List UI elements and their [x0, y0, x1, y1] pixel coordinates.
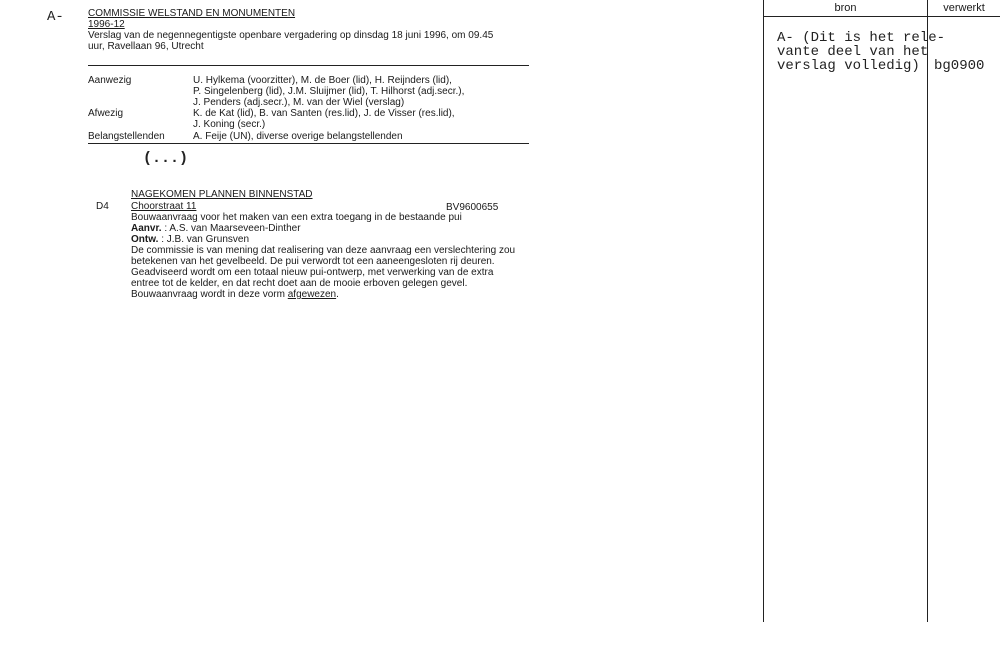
item-description: Bouwaanvraag voor het maken van een extra toegang in de bestaande pui	[131, 212, 462, 223]
bron-note-line: A- (Dit is het rele-	[777, 30, 946, 46]
decision-suffix: .	[336, 289, 339, 300]
designer-row	[131, 234, 249, 246]
column-header-bron: bron	[834, 2, 857, 14]
column-header-verwerkt: verwerkt	[943, 2, 985, 14]
absent-label: Afwezig	[88, 108, 124, 119]
header-divider	[88, 65, 529, 66]
meeting-description-line-2: uur, Ravellaan 96, Utrecht	[88, 41, 204, 52]
table-left-border	[763, 0, 764, 622]
advice-line: De commissie is van mening dat realisering van deze aanvraag een verslechtering zou	[131, 245, 516, 256]
present-line: U. Hylkema (voorzitter), M. de Boer (lid), H. Reijnders (lid),	[193, 75, 452, 86]
verwerkt-value: bg0900	[934, 58, 985, 74]
decision-line	[131, 289, 339, 301]
table-header-divider	[763, 16, 1000, 17]
applicant-label: Aanvr.	[131, 223, 162, 234]
bron-note-line: verslag volledig)	[777, 58, 920, 74]
designer-label: Ontw.	[131, 234, 159, 245]
meeting-description-line-1: Verslag van de negennegentigste openbare vergadering op dinsdag 18 juni 1996, om 09.45	[88, 30, 494, 41]
stakeholders-label: Belangstellenden	[88, 131, 165, 142]
advice-line: betekenen van het gevelbeeld. De pui verwordt tot een aaneengesloten rij deuren.	[131, 256, 495, 267]
commission-title: COMMISSIE WELSTAND EN MONUMENTEN	[88, 8, 296, 19]
item-address: Choorstraat 11	[131, 201, 197, 212]
omission-ellipsis: (...)	[143, 150, 189, 167]
advice-line: entree tot de kelder, en dat recht doet aan de mooie erboven gelegen gevel.	[131, 278, 468, 289]
bron-note-line: vante deel van het	[777, 44, 929, 60]
table-column-divider	[927, 0, 928, 622]
meeting-number: 1996-12	[88, 19, 125, 30]
absent-line: J. Koning (secr.)	[193, 119, 266, 130]
advice-line: Geadviseerd wordt om een totaal nieuw pui-ontwerp, met verwerking van de extra	[131, 267, 494, 278]
present-line: P. Singelenberg (lid), J.M. Sluijmer (lid), T. Hilhorst (adj.secr.),	[193, 86, 465, 97]
designer-value: : J.B. van Grunsven	[161, 234, 250, 245]
decision-prefix: Bouwaanvraag wordt in deze vorm	[131, 289, 288, 300]
attendance-divider	[88, 143, 529, 144]
present-line: J. Penders (adj.secr.), M. van der Wiel (verslag)	[193, 97, 405, 108]
section-heading: NAGEKOMEN PLANNEN BINNENSTAD	[131, 189, 313, 200]
present-label: Aanwezig	[88, 75, 132, 86]
applicant-row	[131, 223, 301, 235]
margin-marker: A-	[47, 9, 64, 25]
stakeholders-line: A. Feije (UN), diverse overige belangstellenden	[193, 131, 403, 142]
absent-line: K. de Kat (lid), B. van Santen (res.lid), J. de Visser (res.lid),	[193, 108, 455, 119]
item-code: D4	[96, 201, 109, 212]
decision-verdict: afgewezen	[287, 289, 337, 300]
file-number: BV9600655	[446, 202, 499, 213]
applicant-value: : A.S. van Maarseveen-Dinther	[164, 223, 301, 234]
